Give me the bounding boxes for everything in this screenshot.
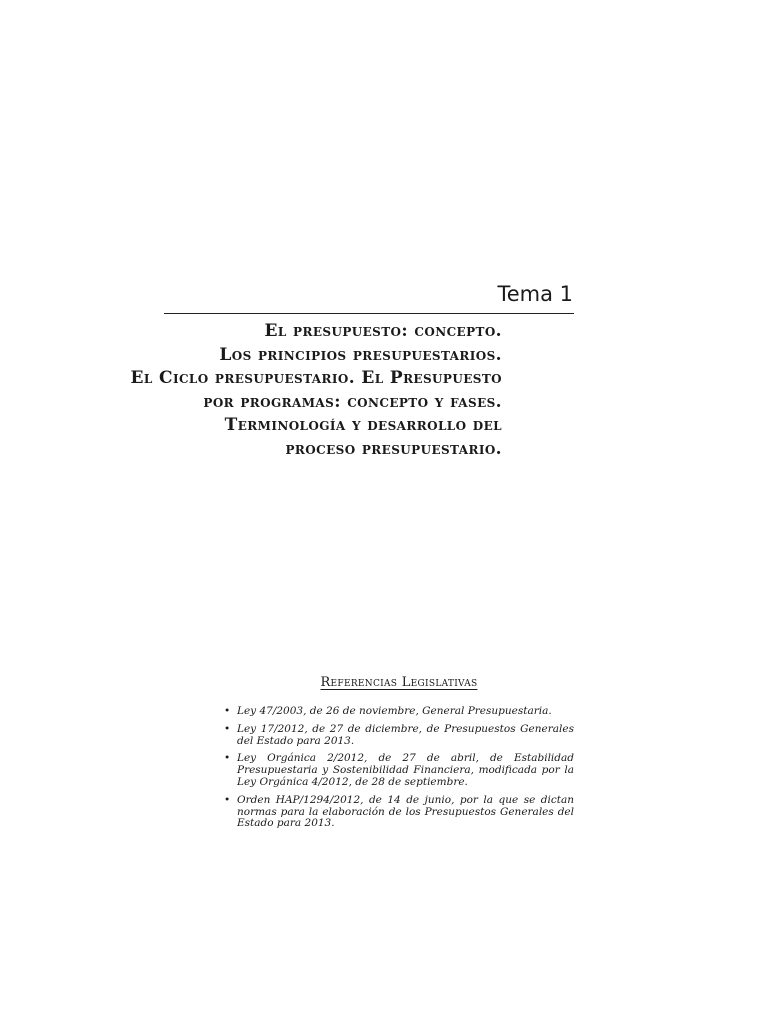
reference-item [224, 795, 574, 830]
bullet-icon: • [224, 752, 231, 765]
references-heading-text: Referencias Legislativas [320, 675, 478, 690]
reference-text: Orden HAP/1294/2012, de 14 de junio, por la que se dictan normas para la elaboración de los Presupuestos Generales del Estado para 2013. [237, 793, 574, 830]
chapter-title-line: El presupuesto: concepto. [264, 321, 502, 341]
reference-item [224, 706, 574, 718]
bullet-icon: • [224, 793, 231, 806]
reference-item [224, 724, 574, 748]
bullet-icon: • [224, 722, 231, 735]
references-heading [0, 670, 768, 691]
bullet-icon: • [224, 705, 231, 717]
chapter-title-line: Los principios presupuestarios. [219, 344, 502, 365]
chapter-label: Tema 1 [497, 282, 573, 306]
references-list [224, 706, 574, 836]
reference-text: Ley 17/2012, de 27 de diciembre, de Presupuestos Generales del Estado para 2013. [237, 722, 574, 747]
reference-text: Ley Orgánica 2/2012, de 27 de abril, de Estabilidad Presupuestaria y Sostenibilidad Financiera, modificada por la Ley Orgánica 4/2012, de 28 de septiembre. [237, 752, 574, 788]
chapter-title-line: El Ciclo presupuestario. El Presupuesto [130, 368, 502, 388]
reference-item [224, 753, 574, 788]
chapter-title-line: proceso presupuestario. [285, 438, 502, 459]
chapter-title-line: Terminología y desarrollo del [224, 415, 502, 435]
chapter-title [82, 320, 502, 461]
reference-text: Ley 47/2003, de 26 de noviembre, General Presupuestaria. [237, 705, 552, 717]
title-divider [164, 313, 574, 314]
chapter-title-line: por programas: concepto y fases. [203, 391, 502, 412]
